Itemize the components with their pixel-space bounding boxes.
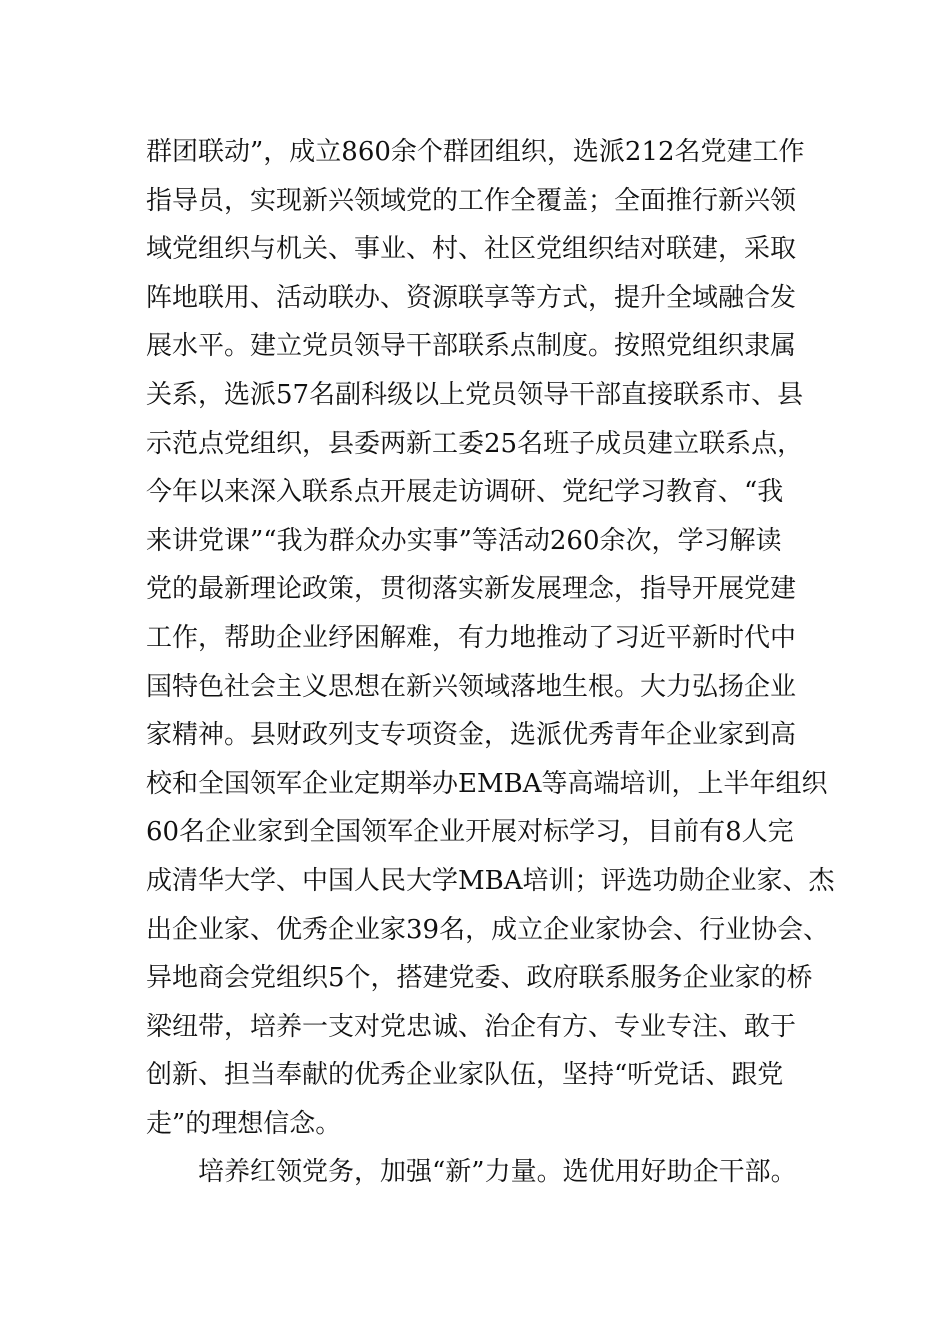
body-line: 来讲党课”“我为群众办实事”等活动260余次，学习解读 — [146, 525, 782, 556]
body-line: 校和全国领军企业定期举办EMBA等高端培训，上半年组织 — [146, 768, 828, 799]
body-line: 异地商会党组织5个，搭建党委、政府联系服务企业家的桥 — [146, 963, 813, 994]
body-line: 指导员，实现新兴领域党的工作全覆盖；全面推行新兴领 — [146, 185, 797, 216]
body-line: 走”的理想信念。 — [146, 1108, 342, 1139]
body-line: 国特色社会主义思想在新兴领域落地生根。大力弘扬企业 — [146, 671, 797, 702]
body-line: 家精神。县财政列支专项资金，选派优秀青年企业家到高 — [146, 720, 797, 751]
body-line: 60名企业家到全国领军企业开展对标学习，目前有8人完 — [146, 817, 794, 848]
body-line: 出企业家、优秀企业家39名，成立企业家协会、行业协会、 — [146, 914, 830, 945]
body-line: 阵地联用、活动联办、资源联享等方式，提升全域融合发 — [146, 282, 797, 313]
body-line: 群团联动”，成立860余个群团组织，选派212名党建工作 — [146, 137, 805, 167]
body-line: 示范点党组织，县委两新工委25名班子成员建立联系点， — [146, 428, 804, 459]
body-line: 创新、担当奉献的优秀企业家队伍，坚持“听党话、跟党 — [146, 1060, 784, 1091]
body-line: 今年以来深入联系点开展走访调研、党纪学习教育、“我 — [146, 477, 784, 508]
paragraph-start-line: 培养红领党务，加强“新”力量。选优用好助企干部。 — [198, 1157, 797, 1188]
body-line: 关系，选派57名副科级以上党员领导干部直接联系市、县 — [146, 379, 804, 410]
body-line: 梁纽带，培养一支对党忠诚、治企有方、专业专注、敢于 — [146, 1011, 797, 1042]
body-line: 展水平。建立党员领导干部联系点制度。按照党组织隶属 — [146, 331, 797, 362]
document-body — [146, 128, 846, 1197]
body-line: 域党组织与机关、事业、村、社区党组织结对联建，采取 — [146, 234, 797, 265]
body-line: 党的最新理论政策，贯彻落实新发展理念，指导开展党建 — [146, 574, 797, 605]
body-line: 工作，帮助企业纾困解难，有力地推动了习近平新时代中 — [146, 622, 797, 653]
body-line: 成清华大学、中国人民大学MBA培训；评选功勋企业家、杰 — [146, 865, 835, 896]
